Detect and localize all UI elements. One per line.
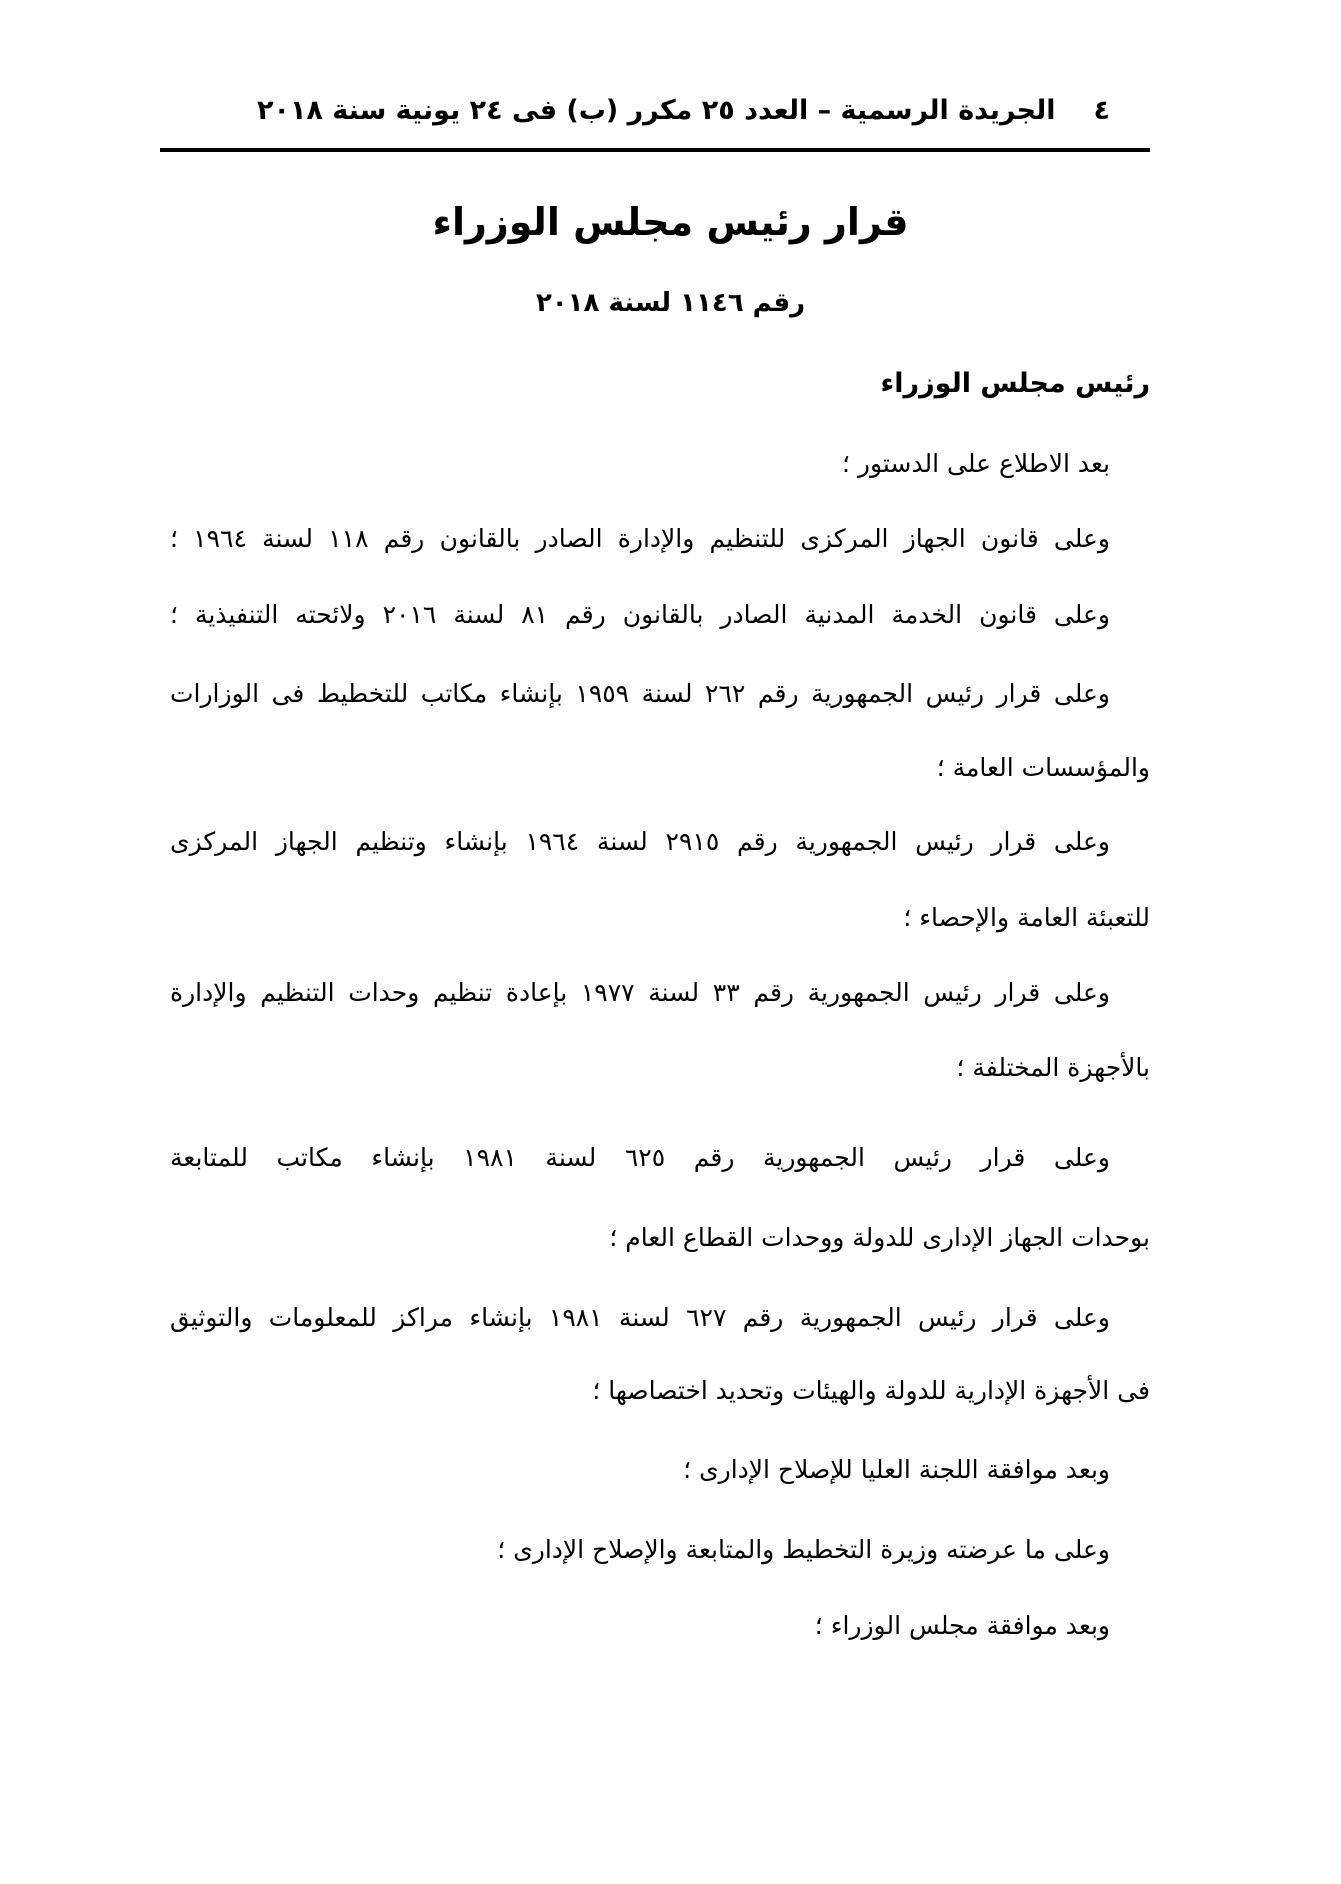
preamble-line: وعلى قانون الجهاز المركزى للتنظيم والإدارة الصادر بالقانون رقم ١١٨ لسنة ١٩٦٤ ؛ xyxy=(170,524,1110,553)
preamble-line: وعلى قانون الخدمة المدنية الصادر بالقانون رقم ٨١ لسنة ٢٠١٦ ولائحته التنفيذية ؛ xyxy=(170,600,1110,629)
preamble-line: وعلى ما عرضته وزيرة التخطيط والمتابعة والإصلاح الإدارى ؛ xyxy=(497,1535,1110,1564)
preamble-line: وبعد موافقة مجلس الوزراء ؛ xyxy=(814,1611,1110,1640)
preamble-line: بعد الاطلاع على الدستور ؛ xyxy=(841,449,1110,478)
decree-title: قرار رئيس مجلس الوزراء xyxy=(432,200,909,244)
running-title: الجريدة الرسمية – العدد ٢٥ مكرر (ب) فى ٢٤ يونية سنة ٢٠١٨ xyxy=(256,94,1056,126)
preamble-line: وعلى قرار رئيس الجمهورية رقم ٢٩١٥ لسنة ١٩٦٤ بإنشاء وتنظيم الجهاز المركزى xyxy=(170,827,1111,856)
preamble-line: وعلى قرار رئيس الجمهورية رقم ٢٦٢ لسنة ١٩٥٩ بإنشاء مكاتب للتخطيط فى الوزارات xyxy=(170,679,1110,708)
preamble-line: وعلى قرار رئيس الجمهورية رقم ٣٣ لسنة ١٩٧٧ بإعادة تنظيم وحدات التنظيم والإدارة xyxy=(170,978,1110,1007)
preamble-line: بوحدات الجهاز الإدارى للدولة ووحدات القطاع العام ؛ xyxy=(609,1223,1150,1252)
preamble-line: وعلى قرار رئيس الجمهورية رقم ٦٢٧ لسنة ١٩٨١ بإنشاء مراكز للمعلومات والتوثيق xyxy=(170,1303,1110,1332)
preamble-line: والمؤسسات العامة ؛ xyxy=(936,753,1150,782)
preamble-line: بالأجهزة المختلفة ؛ xyxy=(956,1053,1150,1082)
decree-number: رقم ١١٤٦ لسنة ٢٠١٨ xyxy=(535,288,806,318)
preamble-line: فى الأجهزة الإدارية للدولة والهيئات وتحديد اختصاصها ؛ xyxy=(592,1376,1150,1405)
preamble-line: للتعبئة العامة والإحصاء ؛ xyxy=(903,903,1150,932)
page-number: ٤ xyxy=(1093,94,1110,126)
preamble-line: وعلى قرار رئيس الجمهورية رقم ٦٢٥ لسنة ١٩٨١ بإنشاء مكاتب للمتابعة xyxy=(170,1143,1110,1172)
page-header xyxy=(160,88,1150,132)
issuer-heading: رئيس مجلس الوزراء xyxy=(880,368,1150,399)
preamble-line: وبعد موافقة اللجنة العليا للإصلاح الإدارى ؛ xyxy=(683,1455,1110,1484)
header-rule xyxy=(160,148,1150,152)
